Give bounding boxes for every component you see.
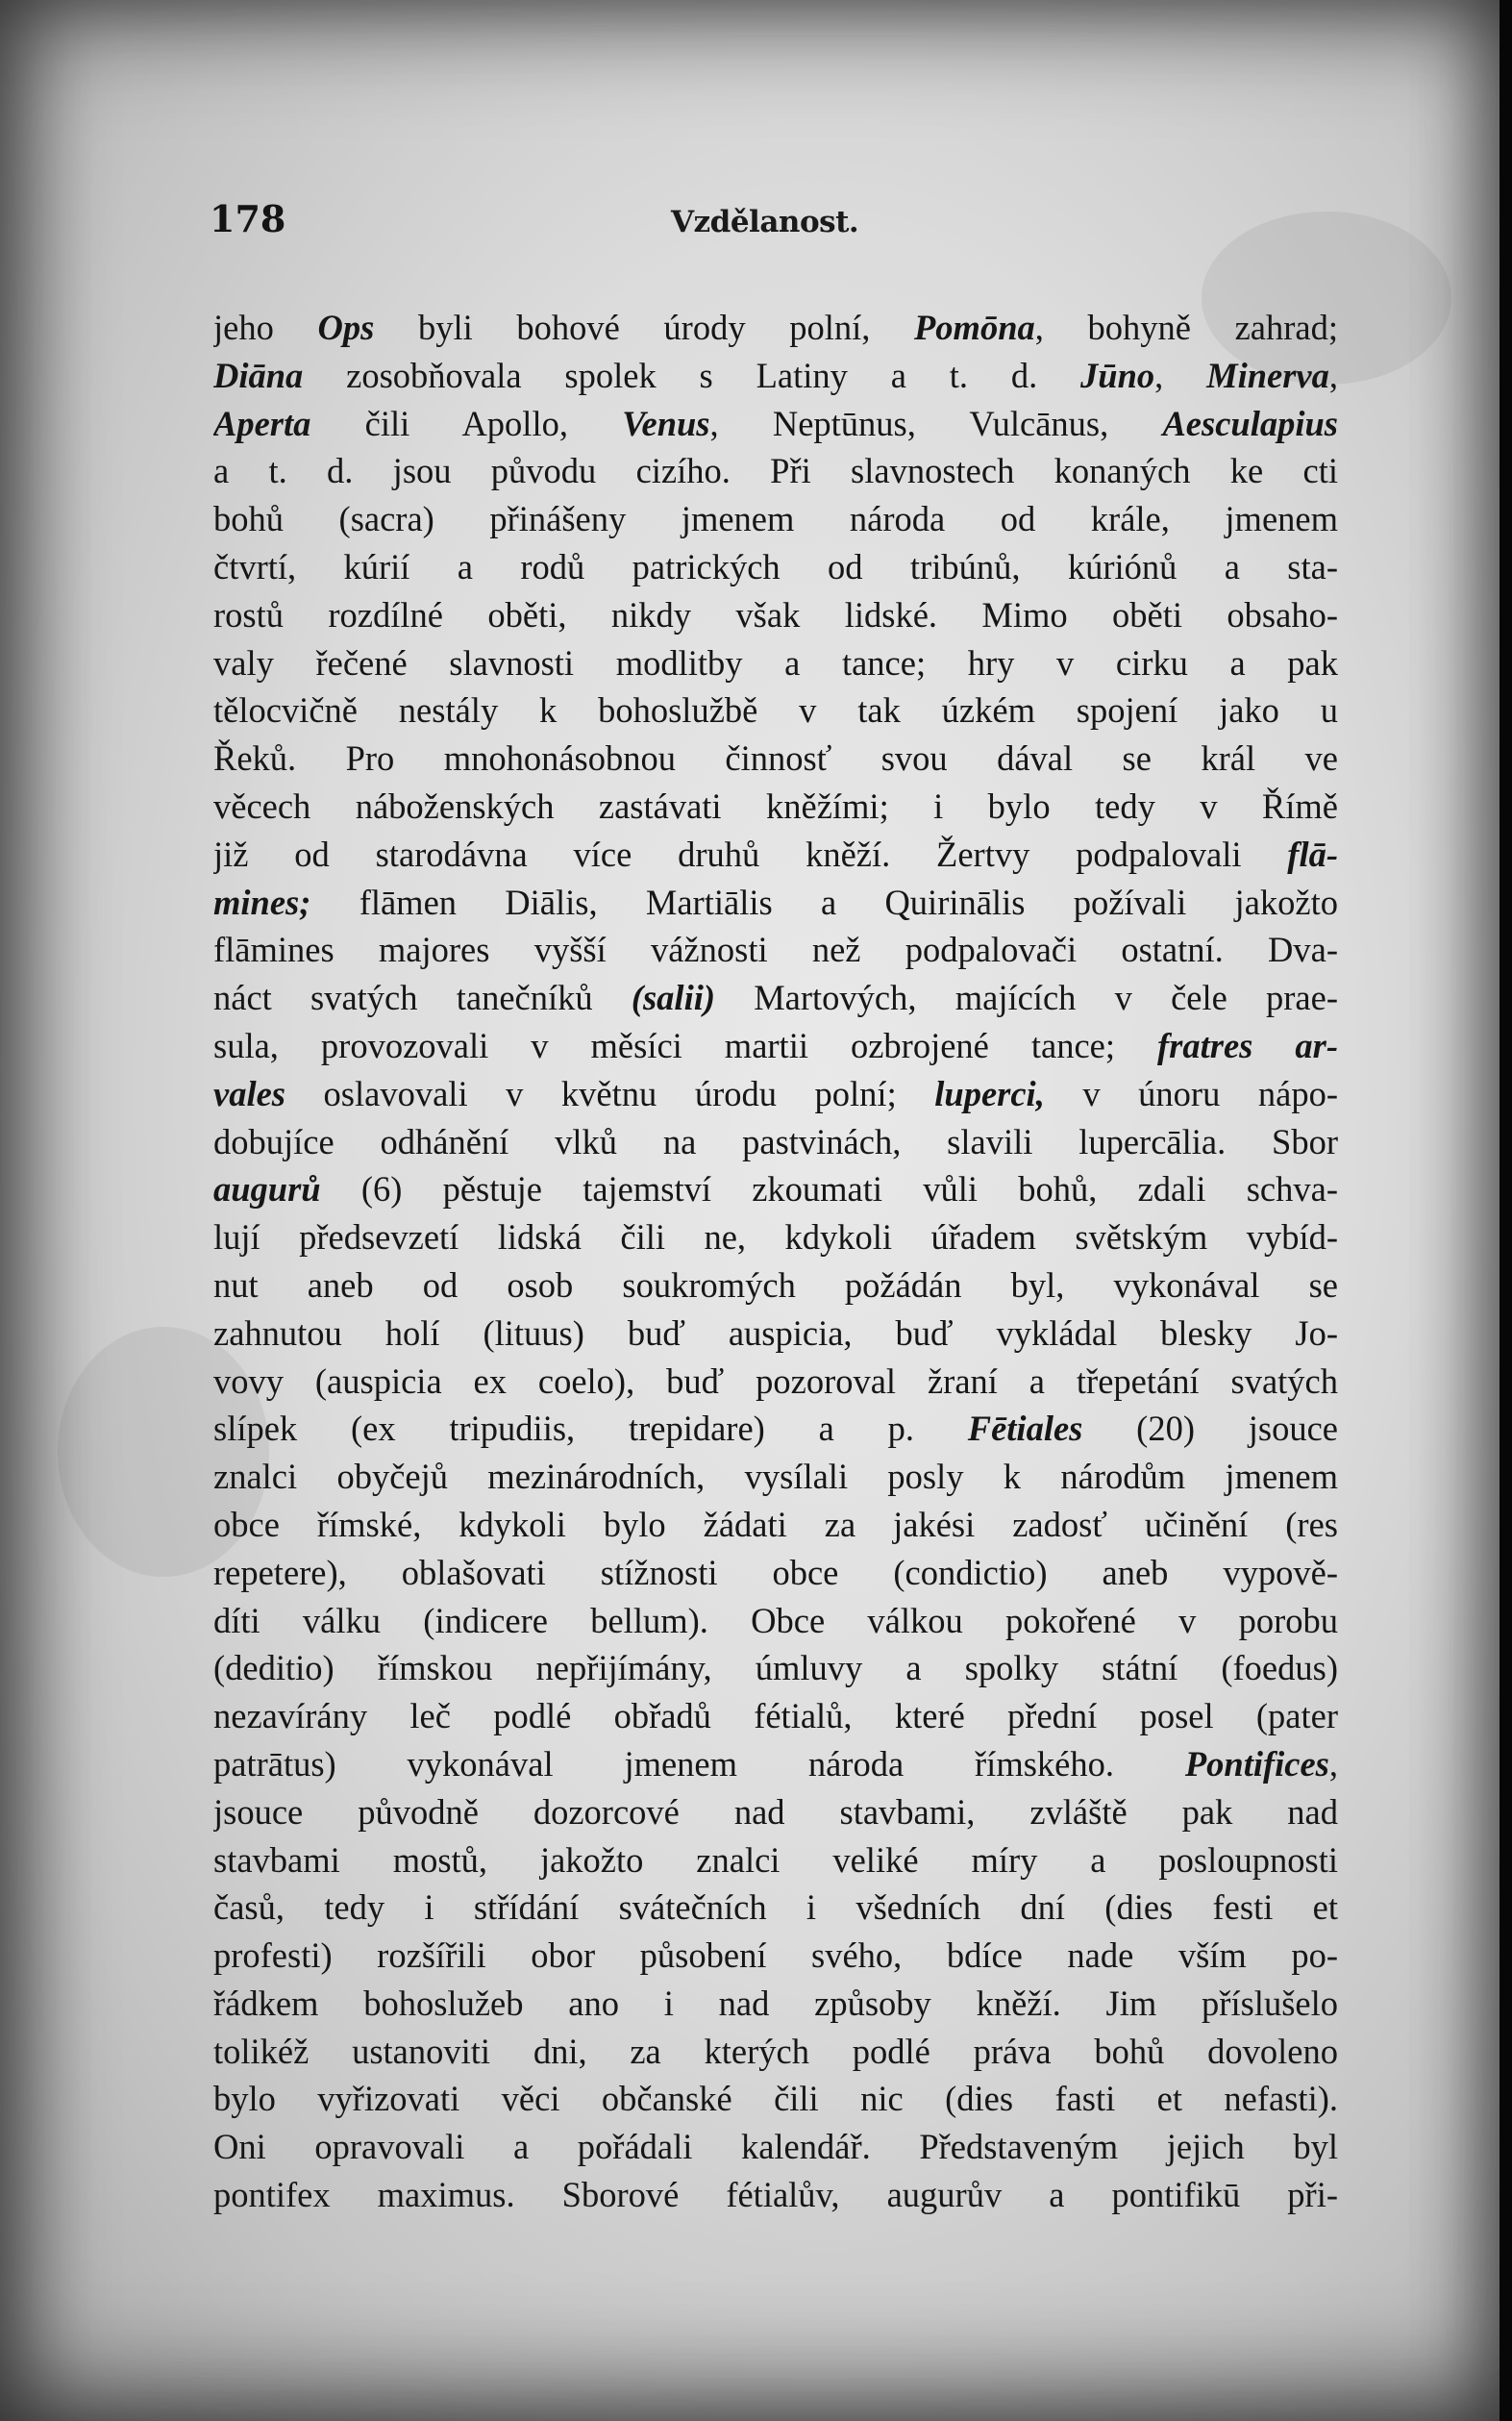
text-line (213, 639, 1338, 687)
italic-term: Diāna (213, 355, 304, 395)
italic-term: Aesculapius (1162, 403, 1338, 443)
text-line (213, 1310, 1338, 1358)
text-line (213, 543, 1338, 591)
text-run: čili Apollo, (310, 403, 623, 443)
italic-term: Pontifices (1184, 1743, 1329, 1784)
text-run: jeho (213, 308, 318, 347)
text-run: stavbami mostů, jakožto znalci veliké míry a posloupnosti (213, 1839, 1338, 1880)
text-run: , (1328, 1743, 1338, 1784)
text-line (213, 447, 1338, 495)
italic-term: Minerva (1206, 355, 1329, 395)
italic-term: vales (213, 1073, 285, 1113)
italic-term: fratres ar- (1157, 1025, 1338, 1065)
text-line (213, 831, 1338, 879)
text-line (213, 1980, 1338, 2028)
text-run: oslavovali v květnu úrodu polní; (285, 1073, 935, 1113)
text-run: valy řečené slavnosti modlitby a tance; hry v cirku a pak (213, 642, 1338, 683)
text-line (213, 1501, 1338, 1549)
text-run: rostů rozdílné oběti, nikdy však lidské. Mimo oběti obsaho- (213, 594, 1338, 635)
text-line (213, 1692, 1338, 1740)
text-line (213, 1261, 1338, 1310)
italic-term: Jūno (1080, 355, 1155, 395)
text-run: , (1328, 355, 1338, 395)
text-line (213, 1932, 1338, 1980)
text-line (213, 783, 1338, 831)
text-run: nezavírány leč podlé obřadů fétialů, které přední posel (pater (213, 1696, 1338, 1736)
text-line (213, 2028, 1338, 2076)
text-line (213, 926, 1338, 974)
text-run: , (1154, 355, 1207, 395)
text-line (213, 2075, 1338, 2123)
text-run: (6) pěstuje tajemství zkoumati vůli bohů, zdali schva- (320, 1169, 1338, 1210)
text-run: (20) jsouce (1082, 1409, 1338, 1449)
text-run: profesti) rozšířili obor působení svého, bdíce nade vším po- (213, 1935, 1338, 1976)
text-run: a t. d. jsou původu cizího. Při slavnostech konaných ke cti (213, 451, 1338, 491)
text-run: patrātus) vykonával jmenem národa římského. (213, 1743, 1185, 1784)
text-line (213, 879, 1338, 927)
text-line (213, 591, 1338, 639)
italic-term: (salii) (631, 978, 716, 1018)
text-run: tělocvičně nestály k bohoslužbě v tak úzkém spojení jako u (213, 690, 1338, 731)
text-run: flāmen Diālis, Martiālis a Quirinālis požívali jakožto (310, 882, 1338, 922)
text-run: časů, tedy i střídání svátečních i všedních dní (dies festi et (213, 1887, 1338, 1928)
text-line (213, 1549, 1338, 1597)
text-run: bylo vyřizovati věci občanské čili nic (dies fasti et nefasti). (213, 2079, 1338, 2119)
italic-term: luperci, (934, 1073, 1045, 1113)
text-line (213, 495, 1338, 543)
text-line (213, 1836, 1338, 1884)
text-run: Oni opravovali a pořádali kalendář. Představeným jejich byl (213, 2127, 1338, 2167)
text-run: sula, provozovali v měsíci martii ozbrojené tance; (213, 1025, 1158, 1065)
italic-term: augurů (213, 1169, 321, 1210)
text-run: nut aneb od osob soukromých požádán byl, vykonával se (213, 1264, 1338, 1305)
text-run: lují předsevzetí lidská čili ne, kdykoli úřadem světským vybíd- (213, 1217, 1338, 1258)
text-line (213, 1165, 1338, 1213)
text-line (213, 1788, 1338, 1836)
page-header (210, 197, 1344, 255)
running-title: Vzdělanost. (671, 205, 859, 239)
text-run: v únoru nápo- (1044, 1073, 1338, 1113)
text-line (213, 1740, 1338, 1788)
italic-term: Aperta (213, 403, 311, 443)
text-run: náct svatých tanečníků (213, 978, 632, 1018)
text-run: bohů (sacra) přinášeny jmenem národa od krále, jmenem (213, 499, 1338, 539)
text-run: , Neptūnus, Vulcānus, (709, 403, 1163, 443)
text-line (213, 1453, 1338, 1501)
text-run: (deditio) římskou nepřijímány, úmluvy a spolky státní (foedus) (213, 1648, 1338, 1688)
text-line (213, 1644, 1338, 1692)
text-line (213, 2171, 1338, 2219)
body-text (213, 304, 1338, 2219)
text-line (213, 1358, 1338, 1406)
text-run: dobujíce odhánění vlků na pastvinách, slavili lupercālia. Sbor (213, 1121, 1338, 1161)
text-run: repetere), oblašovati stížnosti obce (condictio) aneb vypově- (213, 1552, 1338, 1592)
page-number: 178 (210, 197, 286, 240)
text-line (213, 1597, 1338, 1645)
text-run: pontifex maximus. Sborové fétialův, augurův a pontifikū při- (213, 2175, 1338, 2215)
text-line (213, 1022, 1338, 1070)
text-line (213, 1070, 1338, 1118)
text-run: Martových, majících v čele prae- (715, 978, 1338, 1018)
text-run: řádkem bohoslužeb ano i nad způsoby kněží. Jim příslušelo (213, 1983, 1338, 2023)
italic-term: flā- (1287, 834, 1338, 874)
text-run: byli bohové úrody polní, (374, 308, 915, 347)
text-run: díti válku (indicere bellum). Obce válkou pokořené v porobu (213, 1600, 1338, 1640)
text-run: zosobňovala spolek s Latiny a t. d. (303, 355, 1081, 395)
text-run: jsouce původně dozorcové nad stavbami, zvláště pak nad (213, 1791, 1338, 1832)
italic-term: mines; (213, 882, 311, 922)
text-run: flāmines majores vyšší vážnosti než podpalovači ostatní. Dva- (213, 930, 1338, 970)
page-edge-shadow (1500, 0, 1512, 2421)
text-run: znalci obyčejů mezinárodních, vysílali posly k národům jmenem (213, 1457, 1338, 1497)
text-run: věcech náboženských zastávati kněžími; i bylo tedy v Římě (213, 786, 1338, 826)
text-line (213, 974, 1338, 1022)
italic-term: Ops (317, 308, 375, 347)
text-run: , bohyně zahrad; (1034, 308, 1338, 347)
text-run: vovy (auspicia ex coelo), buď pozoroval žraní a třepetání svatých (213, 1360, 1338, 1401)
text-run: tolikéž ustanoviti dni, za kterých podlé práva bohů dovoleno (213, 2031, 1338, 2071)
text-run: zahnutou holí (lituus) buď auspicia, buď vykládal blesky Jo- (213, 1312, 1338, 1353)
italic-term: Venus (622, 403, 710, 443)
text-run: slípek (ex tripudiis, trepidare) a p. (213, 1409, 968, 1449)
text-line (213, 1405, 1338, 1453)
italic-term: Pomōna (914, 308, 1035, 347)
italic-term: Fētiales (967, 1409, 1083, 1449)
text-line (213, 352, 1338, 400)
text-line (213, 2123, 1338, 2171)
text-line (213, 1213, 1338, 1261)
text-run: obce římské, kdykoli bylo žádati za jakési zadosť učinění (res (213, 1504, 1338, 1544)
text-line (213, 400, 1338, 448)
text-run: již od starodávna více druhů kněží. Žertvy podpalovali (213, 834, 1288, 874)
text-line (213, 735, 1338, 783)
text-line (213, 1118, 1338, 1166)
text-run: Řeků. Pro mnohonásobnou činnosť svou dával se král ve (213, 738, 1338, 779)
text-line (213, 686, 1338, 735)
text-line (213, 304, 1338, 352)
text-run: čtvrtí, kúrií a rodů patrických od tribúnů, kúriónů a sta- (213, 546, 1338, 587)
text-line (213, 1884, 1338, 1932)
